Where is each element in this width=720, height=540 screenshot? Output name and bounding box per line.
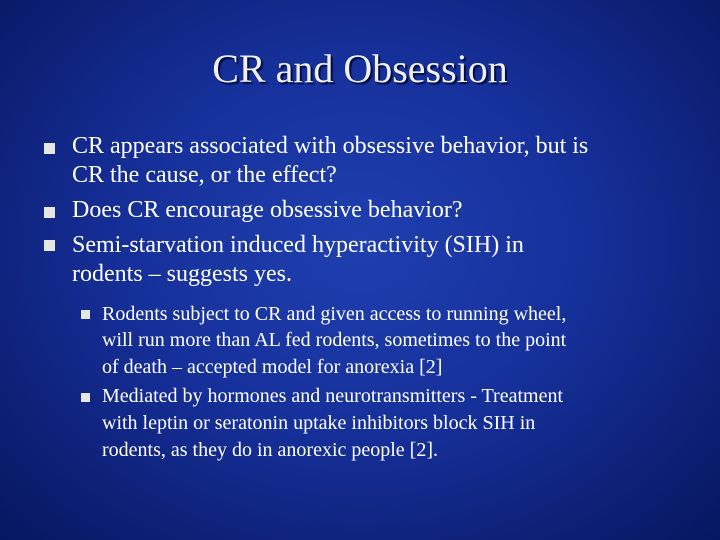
square-bullet-icon bbox=[44, 207, 55, 218]
bullet-text-line: CR appears associated with obsessive behavior, but is bbox=[72, 133, 589, 159]
slide-title: CR and Obsession bbox=[212, 46, 508, 91]
sub-bullet-text-line: Mediated by hormones and neurotransmitters - Treatment bbox=[102, 385, 564, 407]
bullet-text-line: CR the cause, or the effect? bbox=[72, 162, 337, 188]
sub-bullet-text-line: of death – accepted model for anorexia [2] bbox=[102, 356, 443, 378]
sub-bullet-text-line: rodents, as they do in anorexic people [2]. bbox=[102, 439, 439, 461]
sub-bullet-text-line: will run more than AL fed rodents, sometimes to the point bbox=[102, 329, 567, 351]
square-bullet-icon bbox=[81, 310, 90, 319]
bullet-text-line: Semi-starvation induced hyperactivity (SIH) in bbox=[72, 232, 524, 258]
sub-bullet-text-line: Rodents subject to CR and given access to running wheel, bbox=[102, 303, 567, 325]
square-bullet-icon bbox=[44, 143, 55, 154]
square-bullet-icon bbox=[44, 240, 55, 251]
bullet-text-line: rodents – suggests yes. bbox=[72, 261, 292, 287]
square-bullet-icon bbox=[81, 393, 90, 402]
sub-bullet-text-line: with leptin or seratonin uptake inhibitors block SIH in bbox=[102, 412, 536, 434]
bullet-text-line: Does CR encourage obsessive behavior? bbox=[72, 197, 463, 223]
